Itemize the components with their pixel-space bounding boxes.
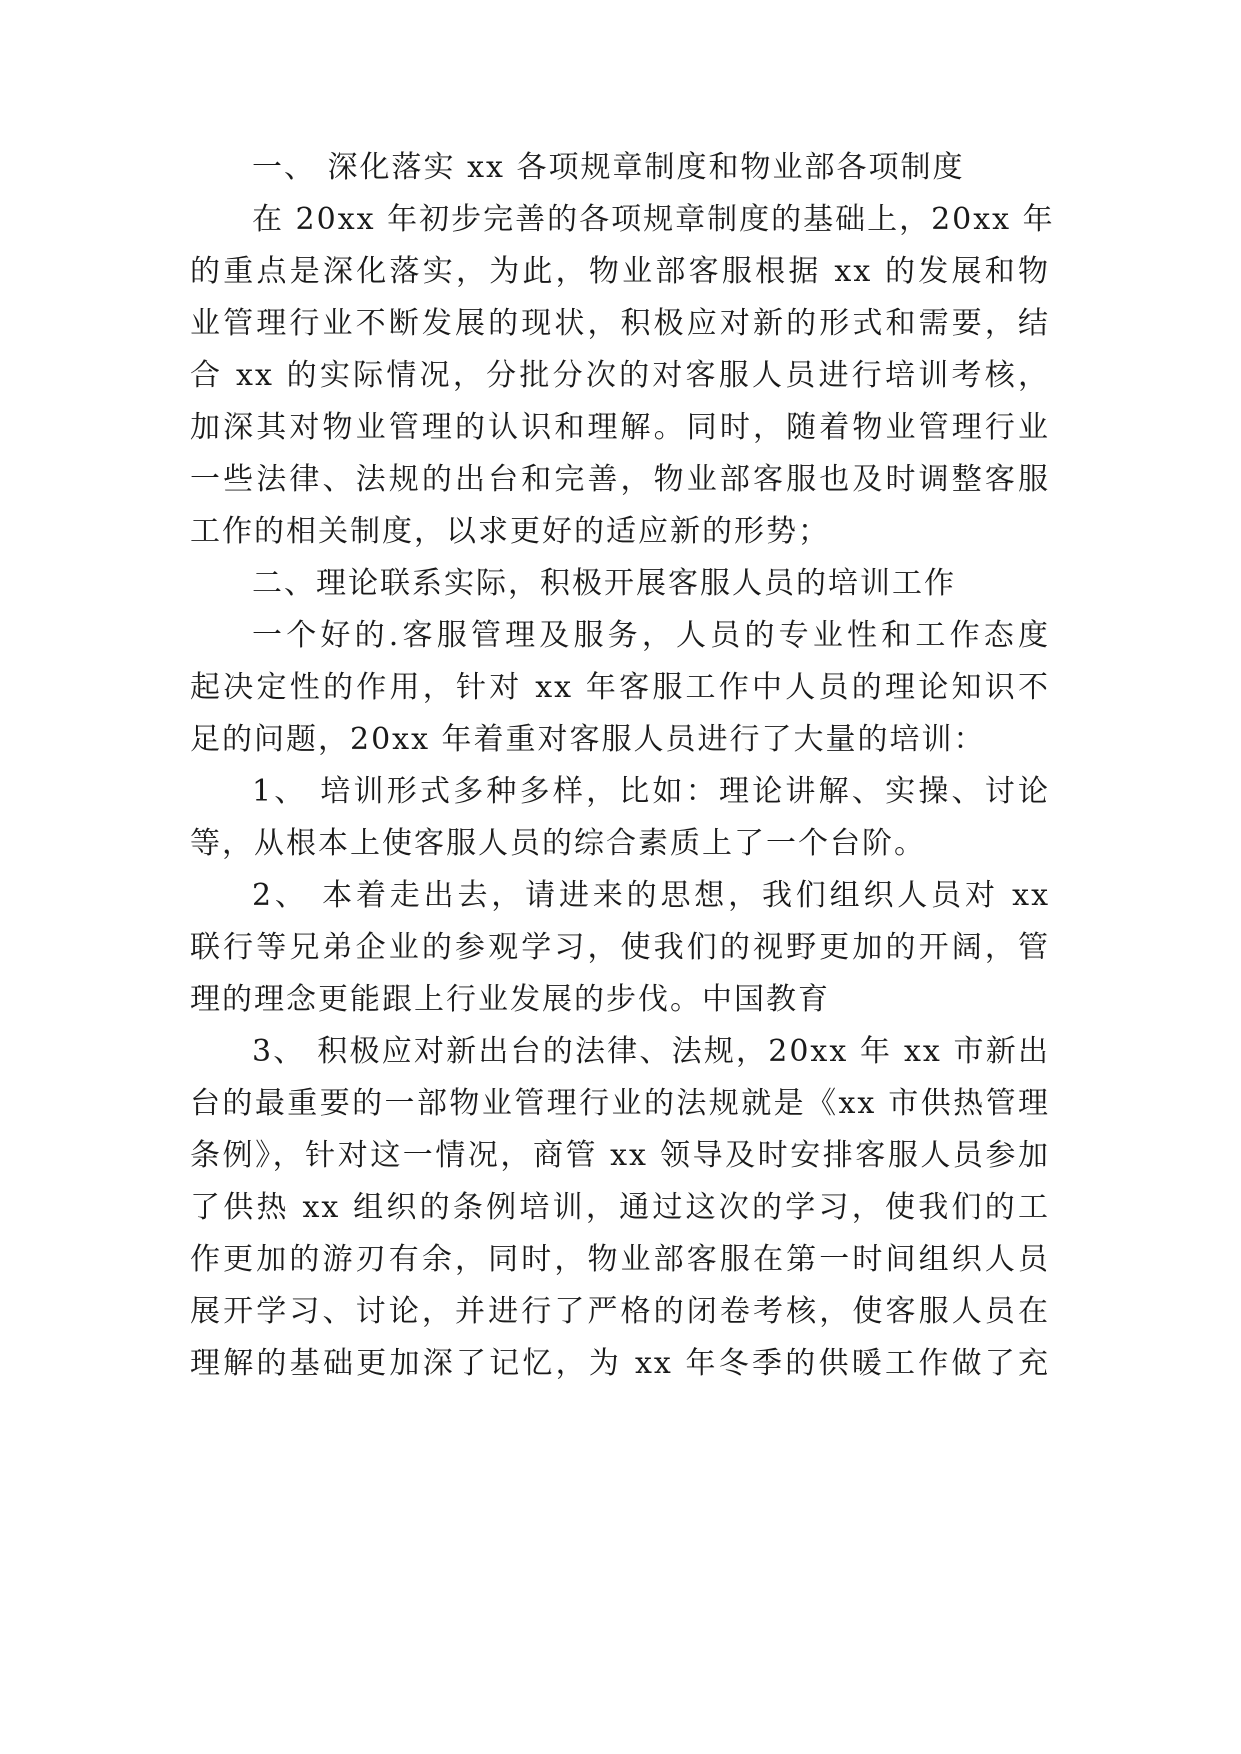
- list-item-2-line: 联行等兄弟企业的参观学习，使我们的视野更加的开阔，管: [190, 930, 1050, 965]
- list-item-3-line: 台的最重要的一部物业管理行业的法规就是《xx 市供热管理: [190, 1086, 1050, 1121]
- list-item-1-line: 等，从根本上使客服人员的综合素质上了一个台阶。: [190, 826, 926, 861]
- paragraph-line: 一些法律、法规的出台和完善，物业部客服也及时调整客服: [190, 462, 1050, 497]
- list-item-3-line: 展开学习、讨论，并进行了严格的闭卷考核，使客服人员在: [190, 1294, 1050, 1329]
- list-item-3-line: 3、 积极应对新出台的法律、法规，20xx 年 xx 市新出: [252, 1034, 1050, 1069]
- list-item-3-line: 条例》，针对这一情况，商管 xx 领导及时安排客服人员参加: [190, 1138, 1050, 1173]
- paragraph-line: 起决定性的作用，针对 xx 年客服工作中人员的理论知识不: [190, 670, 1050, 705]
- paragraph-line: 加深其对物业管理的认识和理解。同时，随着物业管理行业: [190, 410, 1050, 445]
- list-item-3-line: 理解的基础更加深了记忆，为 xx 年冬季的供暖工作做了充: [190, 1346, 1050, 1381]
- paragraph-line: 合 xx 的实际情况，分批分次的对客服人员进行培训考核，: [190, 358, 1050, 393]
- list-item-2-line: 理的理念更能跟上行业发展的步伐。中国教育: [190, 982, 830, 1017]
- paragraph-line: 在 20xx 年初步完善的各项规章制度的基础上，20xx 年: [252, 202, 1055, 237]
- paragraph-line: 工作的相关制度，以求更好的适应新的形势；: [190, 514, 830, 549]
- heading-2: 二、理论联系实际，积极开展客服人员的培训工作: [252, 566, 956, 601]
- heading-1: 一、 深化落实 xx 各项规章制度和物业部各项制度: [252, 150, 965, 185]
- list-item-3-line: 了供热 xx 组织的条例培训，通过这次的学习，使我们的工: [190, 1190, 1050, 1225]
- list-item-3-line: 作更加的游刃有余，同时，物业部客服在第一时间组织人员: [190, 1242, 1050, 1277]
- list-item-1-line: 1、 培训形式多种多样，比如：理论讲解、实操、讨论: [252, 774, 1050, 809]
- paragraph-line: 一个好的.客服管理及服务，人员的专业性和工作态度: [252, 618, 1050, 653]
- paragraph-line: 业管理行业不断发展的现状，积极应对新的形式和需要，结: [190, 306, 1050, 341]
- list-item-2-line: 2、 本着走出去，请进来的思想，我们组织人员对 xx: [252, 878, 1050, 913]
- paragraph-line: 的重点是深化落实，为此，物业部客服根据 xx 的发展和物: [190, 254, 1050, 289]
- paragraph-line: 足的问题，20xx 年着重对客服人员进行了大量的培训：: [190, 722, 986, 757]
